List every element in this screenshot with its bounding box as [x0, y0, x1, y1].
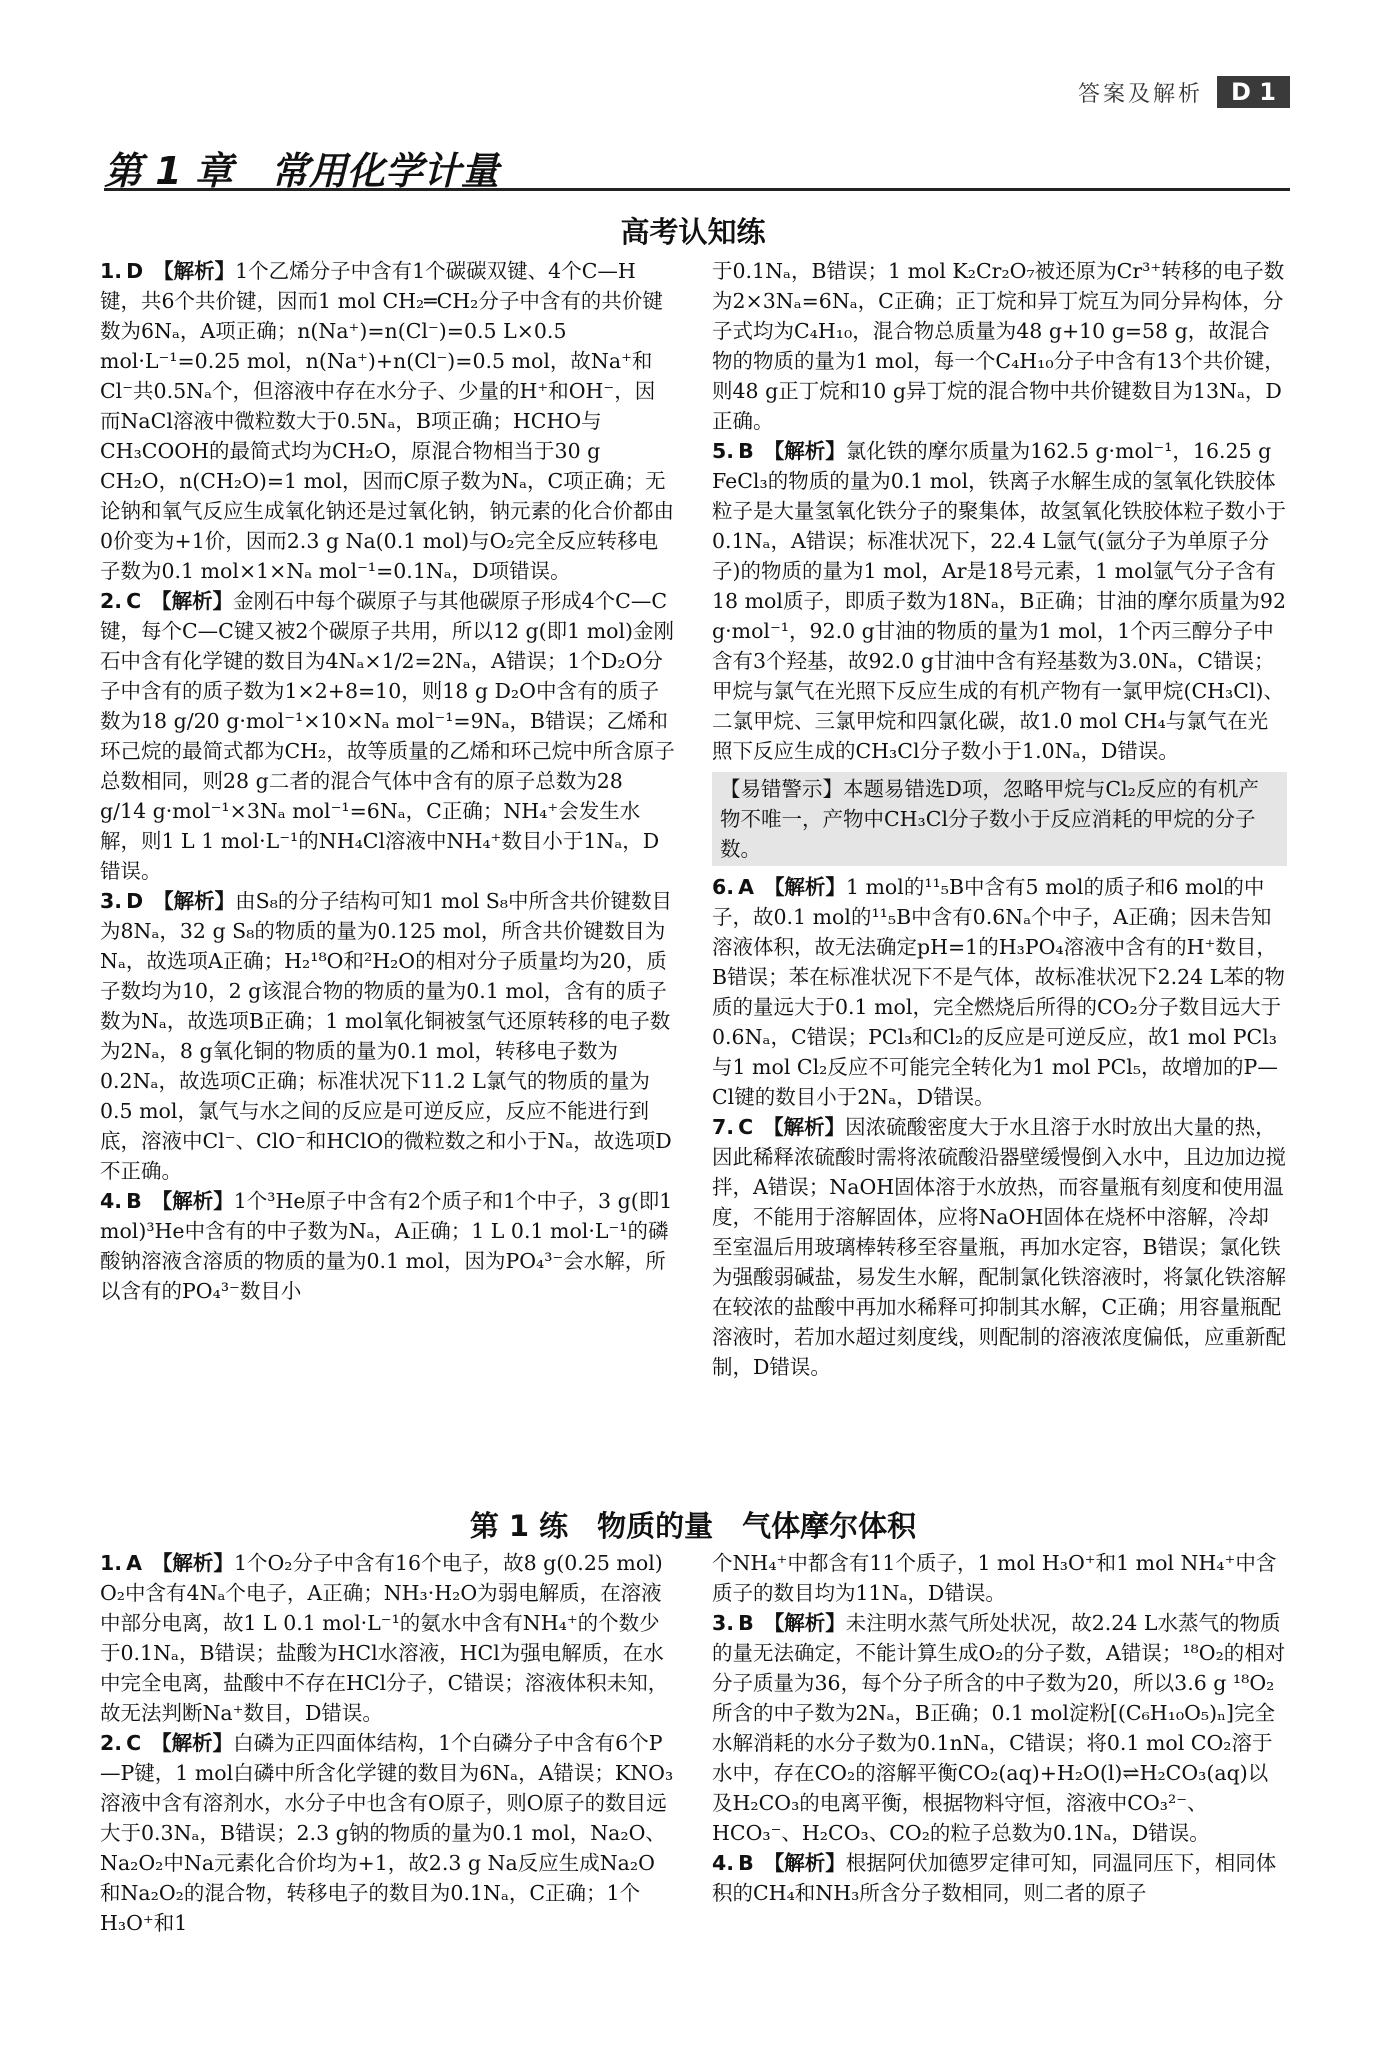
answer-choice: D [126, 259, 144, 283]
chapter-heading [104, 140, 1290, 191]
answer-item [100, 256, 675, 586]
analysis-tag: 【解析】 [153, 889, 236, 913]
answer-item [100, 586, 675, 886]
chapter-title: 第 1 章 常用化学计量 [104, 149, 499, 193]
analysis-tag: 【解析】 [763, 1851, 846, 1875]
analysis-tag: 【解析】 [151, 1189, 234, 1213]
question-number: 5. [712, 439, 735, 463]
analysis-tag: 【解析】 [763, 875, 846, 899]
analysis-tag: 【解析】 [151, 1551, 234, 1575]
answer-choice: A [126, 1551, 142, 1575]
question-number: 4. [100, 1189, 123, 1213]
analysis-text: 1个³He原子中含有2个质子和1个中子，3 g(即1 mol)³He中含有的中子数为Nₐ，A正确；1 L 0.1 mol·L⁻¹的磷酸钠溶液含溶质的物质的量为0.1 mol，因为PO₄³⁻会水解，所以含有的PO₄³⁻数目小 [100, 1189, 673, 1303]
question-number: 2. [100, 1731, 123, 1755]
question-number: 1. [100, 1551, 123, 1575]
analysis-tag: 【解析】 [763, 439, 846, 463]
question-number: 6. [712, 875, 735, 899]
question-number: 3. [100, 889, 123, 913]
analysis-tag: 【解析】 [151, 589, 234, 613]
page-number-badge: D 1 [1217, 76, 1290, 108]
answer-item [712, 1548, 1287, 1608]
analysis-text: 于0.1Nₐ，B错误；1 mol K₂Cr₂O₇被还原为Cr³⁺转移的电子数为2×3Nₐ=6Nₐ，C正确；正丁烷和异丁烷互为同分异构体，分子式均为C₄H₁₀，混合物总质量为48 g+10 g=58 g，故混合物的物质的量为1 mol，每一个C₄H₁₀分子中含有13个共价键，则48 g正丁烷和10 g异丁烷的混合物中共价键数目为13Nₐ，D正确。 [712, 259, 1285, 433]
question-number: 2. [100, 589, 123, 613]
section2-right-column [712, 1548, 1287, 1908]
analysis-text: 个NH₄⁺中都含有11个质子，1 mol H₃O⁺和1 mol NH₄⁺中含质子的数目均为11Nₐ，D错误。 [712, 1551, 1277, 1605]
analysis-text: 1个O₂分子中含有16个电子，故8 g(0.25 mol) O₂中含有4Nₐ个电子，A正确；NH₃·H₂O为弱电解质，在溶液中部分电离，故1 L 0.1 mol·L⁻¹的氨水中含有NH₄⁺的个数少于0.1Nₐ，B错误；盐酸为HCl水溶液，HCl为强电解质，在水中完全电离，盐酸中不存在HCl分子，C错误；溶液体积未知，故无法判断Na⁺数目，D错误。 [100, 1551, 669, 1725]
question-number: 1. [100, 259, 123, 283]
section1-right-column [712, 256, 1287, 1382]
analysis-tag: 【解析】 [763, 1611, 846, 1635]
answer-choice: C [738, 1115, 754, 1139]
section-title-gaokao: 高考认知练 [620, 215, 766, 249]
analysis-text: 未注明水蒸气所处状况，故2.24 L水蒸气的物质的量无法确定，不能计算生成O₂的分子数，A错误；¹⁸O₂的相对分子质量为36，每个分子所含的中子数为20，所以3.6 g ¹⁸O₂所含的中子数为2Nₐ，B正确；0.1 mol淀粉[(C₆H₁₀O₅)ₙ]完全水解消耗的水分子数为0.1nNₐ，C错误；将0.1 mol CO₂溶于水中，存在CO₂的溶解平衡CO₂(aq)+H₂O(l)⇌H₂CO₃(aq)以及H₂CO₃的电离平衡，根据物料守恒，溶液中CO₃²⁻、HCO₃⁻、H₂CO₃、CO₂的粒子总数为0.1Nₐ，D错误。 [712, 1611, 1286, 1845]
answer-item [100, 1186, 675, 1306]
answer-item [712, 1608, 1287, 1848]
header-label: 答案及解析 [1078, 81, 1204, 107]
analysis-tag: 【解析】 [151, 1731, 234, 1755]
answer-choice: C [126, 1731, 142, 1755]
answer-choice: D [126, 889, 144, 913]
answer-item [712, 436, 1287, 766]
analysis-text: 1个乙烯分子中含有1个碳碳双键、4个C—H键，共6个共价键，因而1 mol CH₂═CH₂分子中含有的共价键数为6Nₐ，A项正确；n(Na⁺)=n(Cl⁻)=0.5 L×0.5 mol·L⁻¹=0.25 mol，n(Na⁺)+n(Cl⁻)=0.5 mol，故Na⁺和Cl⁻共0.5Nₐ个，但溶液中存在水分子、少量的H⁺和OH⁻，因而NaCl溶液中微粒数大于0.5Nₐ，B项正确；HCHO与CH₃COOH的最简式均为CH₂O，原混合物相当于30 g CH₂O，n(CH₂O)=1 mol，因而C原子数为Nₐ，C项正确；无论钠和氧气反应生成氧化钠还是过氧化钠，钠元素的化合价都由0价变为+1价，因而2.3 g Na(0.1 mol)与O₂完全反应转移电子数为0.1 mol×1×Nₐ mol⁻¹=0.1Nₐ，D项错误。 [100, 259, 674, 583]
analysis-text: 根据阿伏加德罗定律可知，同温同压下，相同体积的CH₄和NH₃所含分子数相同，则二者的原子 [712, 1851, 1277, 1905]
analysis-text: 1 mol的¹¹₅B中含有5 mol的质子和6 mol的中子，故0.1 mol的¹¹₅B中含有0.6Nₐ个中子，A正确；因未告知溶液体积，故无法确定pH=1的H₃PO₄溶液中含有的H⁺数目，B错误；苯在标准状况下不是气体，故标准状况下2.24 L苯的物质的量远大于0.1 mol，完全燃烧后所得的CO₂分子数目远大于0.6Nₐ，C错误；PCl₃和Cl₂的反应是可逆反应，故1 mol PCl₃与1 mol Cl₂反应不可能完全转化为1 mol PCl₅，故增加的P—Cl键的数目小于2Nₐ，D错误。 [712, 875, 1285, 1109]
answer-item [100, 886, 675, 1186]
section2-left-column [100, 1548, 675, 1938]
warning-note: 【易错警示】本题易错选D项，忽略甲烷与Cl₂反应的有机产物不唯一，产物中CH₃Cl分子数小于反应消耗的甲烷的分子数。 [712, 772, 1287, 866]
analysis-tag: 【解析】 [153, 259, 236, 283]
analysis-tag: 【解析】 [763, 1115, 846, 1139]
analysis-text: 氯化铁的摩尔质量为162.5 g·mol⁻¹，16.25 g FeCl₃的物质的量为0.1 mol，铁离子水解生成的氢氧化铁胶体粒子是大量氢氧化铁分子的聚集体，故氢氧化铁胶体粒子数小于0.1Nₐ，A错误；标准状况下，22.4 L氩气(氩分子为单原子分子)的物质的量为1 mol，Ar是18号元素，1 mol氩气分子含有18 mol质子，即质子数为18Nₐ，B正确；甘油的摩尔质量为92 g·mol⁻¹，92.0 g甘油的物质的量为1 mol，1个丙三醇分子中含有3个羟基，故92.0 g甘油中含有羟基数为3.0Nₐ，C错误；甲烷与氯气在光照下反应生成的有机产物有一氯甲烷(CH₃Cl)、二氯甲烷、三氯甲烷和四氯化碳，故1.0 mol CH₄与氯气在光照下反应生成的CH₃Cl分子数小于1.0Nₐ，D错误。 [712, 439, 1287, 763]
answer-item [712, 256, 1287, 436]
answer-choice: B [126, 1189, 142, 1213]
answer-choice: B [738, 439, 754, 463]
answer-item [100, 1548, 675, 1728]
section1-left-column [100, 256, 675, 1306]
page-header [1078, 76, 1290, 108]
answer-item [712, 1848, 1287, 1908]
question-number: 4. [712, 1851, 735, 1875]
answer-choice: B [738, 1851, 754, 1875]
analysis-text: 白磷为正四面体结构，1个白磷分子中含有6个P—P键，1 mol白磷中所含化学键的数目为6Nₐ，A错误；KNO₃溶液中含有溶剂水，水分子中也含有O原子，则O原子的数目远大于0.3Nₐ，B错误；2.3 g钠的物质的量为0.1 mol，Na₂O、Na₂O₂中Na元素化合价均为+1，故2.3 g Na反应生成Na₂O和Na₂O₂的混合物，转移电子的数目为0.1Nₐ，C正确；1个H₃O⁺和1 [100, 1731, 674, 1935]
analysis-text: 因浓硫酸密度大于水且溶于水时放出大量的热，因此稀释浓硫酸时需将浓硫酸沿器壁缓慢倒入水中，且边加边搅拌，A错误；NaOH固体溶于水放热，而容量瓶有刻度和使用温度，不能用于溶解固体，应将NaOH固体在烧杯中溶解，冷却至室温后用玻璃棒转移至容量瓶，再加水定容，B错误；氯化铁为强酸弱碱盐，易发生水解，配制氯化铁溶液时，将氯化铁溶解在较浓的盐酸中再加水稀释可抑制其水解，C正确；用容量瓶配溶液时，若加水超过刻度线，则配制的溶液浓度偏低，应重新配制，D错误。 [712, 1115, 1286, 1379]
question-number: 3. [712, 1611, 735, 1635]
question-number: 7. [712, 1115, 735, 1139]
answer-item [712, 1112, 1287, 1382]
answer-choice: B [738, 1611, 754, 1635]
section-title-lesson1: 第 1 练 物质的量 气体摩尔体积 [469, 1509, 917, 1543]
answer-item [712, 872, 1287, 1112]
answer-choice: C [126, 589, 142, 613]
answer-item [100, 1728, 675, 1938]
answer-choice: A [738, 875, 754, 899]
analysis-text: 金刚石中每个碳原子与其他碳原子形成4个C—C键，每个C—C键又被2个碳原子共用，所以12 g(即1 mol)金刚石中含有化学键的数目为4Nₐ×1/2=2Nₐ，A错误；1个D₂O分子中含有的质子数为1×2+8=10，则18 g D₂O中含有的质子数为18 g/20 g·mol⁻¹×10×Nₐ mol⁻¹=9Nₐ，B错误；乙烯和环己烷的最简式都为CH₂，故等质量的乙烯和环己烷中所含原子总数相同，则28 g二者的混合气体中含有的原子总数为28 g/14 g·mol⁻¹×3Nₐ mol⁻¹=6Nₐ，C正确；NH₄⁺会发生水解，则1 L 1 mol·L⁻¹的NH₄Cl溶液中NH₄⁺数目小于1Nₐ，D错误。 [100, 589, 675, 883]
analysis-text: 由S₈的分子结构可知1 mol S₈中所含共价键数目为8Nₐ，32 g S₈的物质的量为0.125 mol，所含共价键数目为Nₐ，故选项A正确；H₂¹⁸O和²H₂O的相对分子质量均为20，质子数均为10，2 g该混合物的物质的量为0.1 mol，含有的质子数为Nₐ，故选项B正确；1 mol氧化铜被氢气还原转移的电子数为2Nₐ，8 g氧化铜的物质的量为0.1 mol，转移电子数为0.2Nₐ，故选项C正确；标准状况下11.2 L氯气的物质的量为0.5 mol，氯气与水之间的反应是可逆反应，反应不能进行到底，溶液中Cl⁻、ClO⁻和HClO的微粒数之和小于Nₐ，故选项D不正确。 [100, 889, 673, 1183]
